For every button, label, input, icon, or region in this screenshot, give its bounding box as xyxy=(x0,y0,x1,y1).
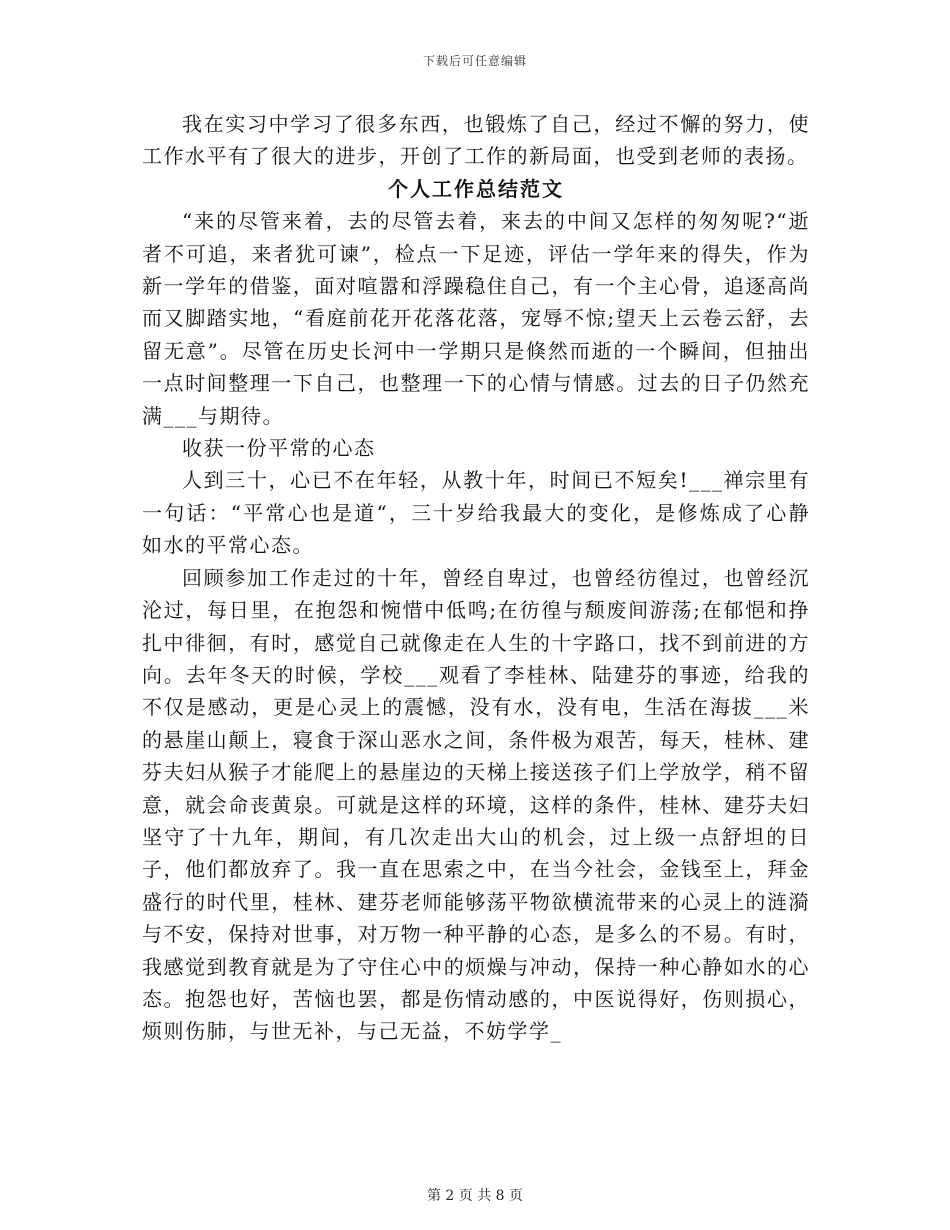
page-number: 第 2 页 共 8 页 xyxy=(426,1188,524,1204)
paragraph-1: “来的尽管来着，去的尽管去着，来去的中间又怎样的匆匆呢?“逝者不可追，来者犹可谏”，检点一下足迹，评估一学年来的得失，作为新一学年的借鉴，面对喧嚣和浮躁稳住自己，有一个主心骨，追逐高尚而又脚踏实地，“看庭前花开花落花落，宠辱不惊;望天上云卷云舒，去留无意”。尽管在历史长河中一学期只是倏然而逝的一个瞬间，但抽出一点时间整理一下自己，也整理一下的心情与情感。过去的日子仍然充满___与期待。 xyxy=(142,209,810,428)
paragraph-4: 回顾参加工作走过的十年，曾经自卑过，也曾经彷徨过，也曾经沉沦过，每日里，在抱怨和惋惜中低鸣;在彷徨与颓废间游荡;在郁悒和挣扎中徘徊，有时，感觉自己就像走在人生的十字路口，找不到前进的方向。去年冬天的时候，学校___观看了李桂林、陆建芬的事迹，给我的不仅是感动，更是心灵上的震憾，没有水，没有电，生活在海拔___米的悬崖山颠上，寝食于深山恶水之间，条件极为艰苦，每天，桂林、建芬夫妇从猴子才能爬上的悬崖边的天梯上接送孩子们上学放学，稍不留意，就会命丧黄泉。可就是这样的环境，这样的条件，桂林、建芬夫妇坚守了十九年，期间，有几次走出大山的机会，过上级一点舒坦的日子，他们都放弃了。我一直在思索之中，在当今社会，金钱至上，拜金盛行的时代里，桂林、建芬老师能够荡平物欲横流带来的心灵上的涟漪与不安，保持对世事，对万物一种平静的心态，是多么的不易。有时，我感觉到教育就是为了守住心中的烦燥与冲动，保持一种心静如水的心态。抱怨也好，苦恼也罢，都是伤情动感的，中医说得好，伤则损心，烦则伤肺，与世无补，与己无益，不妨学学_ xyxy=(142,565,810,1044)
paragraph-3: 人到三十，心已不在年轻，从教十年，时间已不短矣!___禅宗里有一句话：“平常心也是道“，三十岁给我最大的变化，是修炼成了心静如水的平常心态。 xyxy=(142,468,810,558)
paragraph-intro: 我在实习中学习了很多东西，也锻炼了自己，经过不懈的努力，使工作水平有了很大的进步，开创了工作的新局面，也受到老师的表扬。 xyxy=(142,112,810,169)
section-title: 个人工作总结范文 xyxy=(388,176,564,201)
header-note: 下载后可任意编辑 xyxy=(422,54,527,68)
document-body xyxy=(142,108,810,1048)
paragraph-subheading: 收获一份平常的心态 xyxy=(182,436,376,461)
